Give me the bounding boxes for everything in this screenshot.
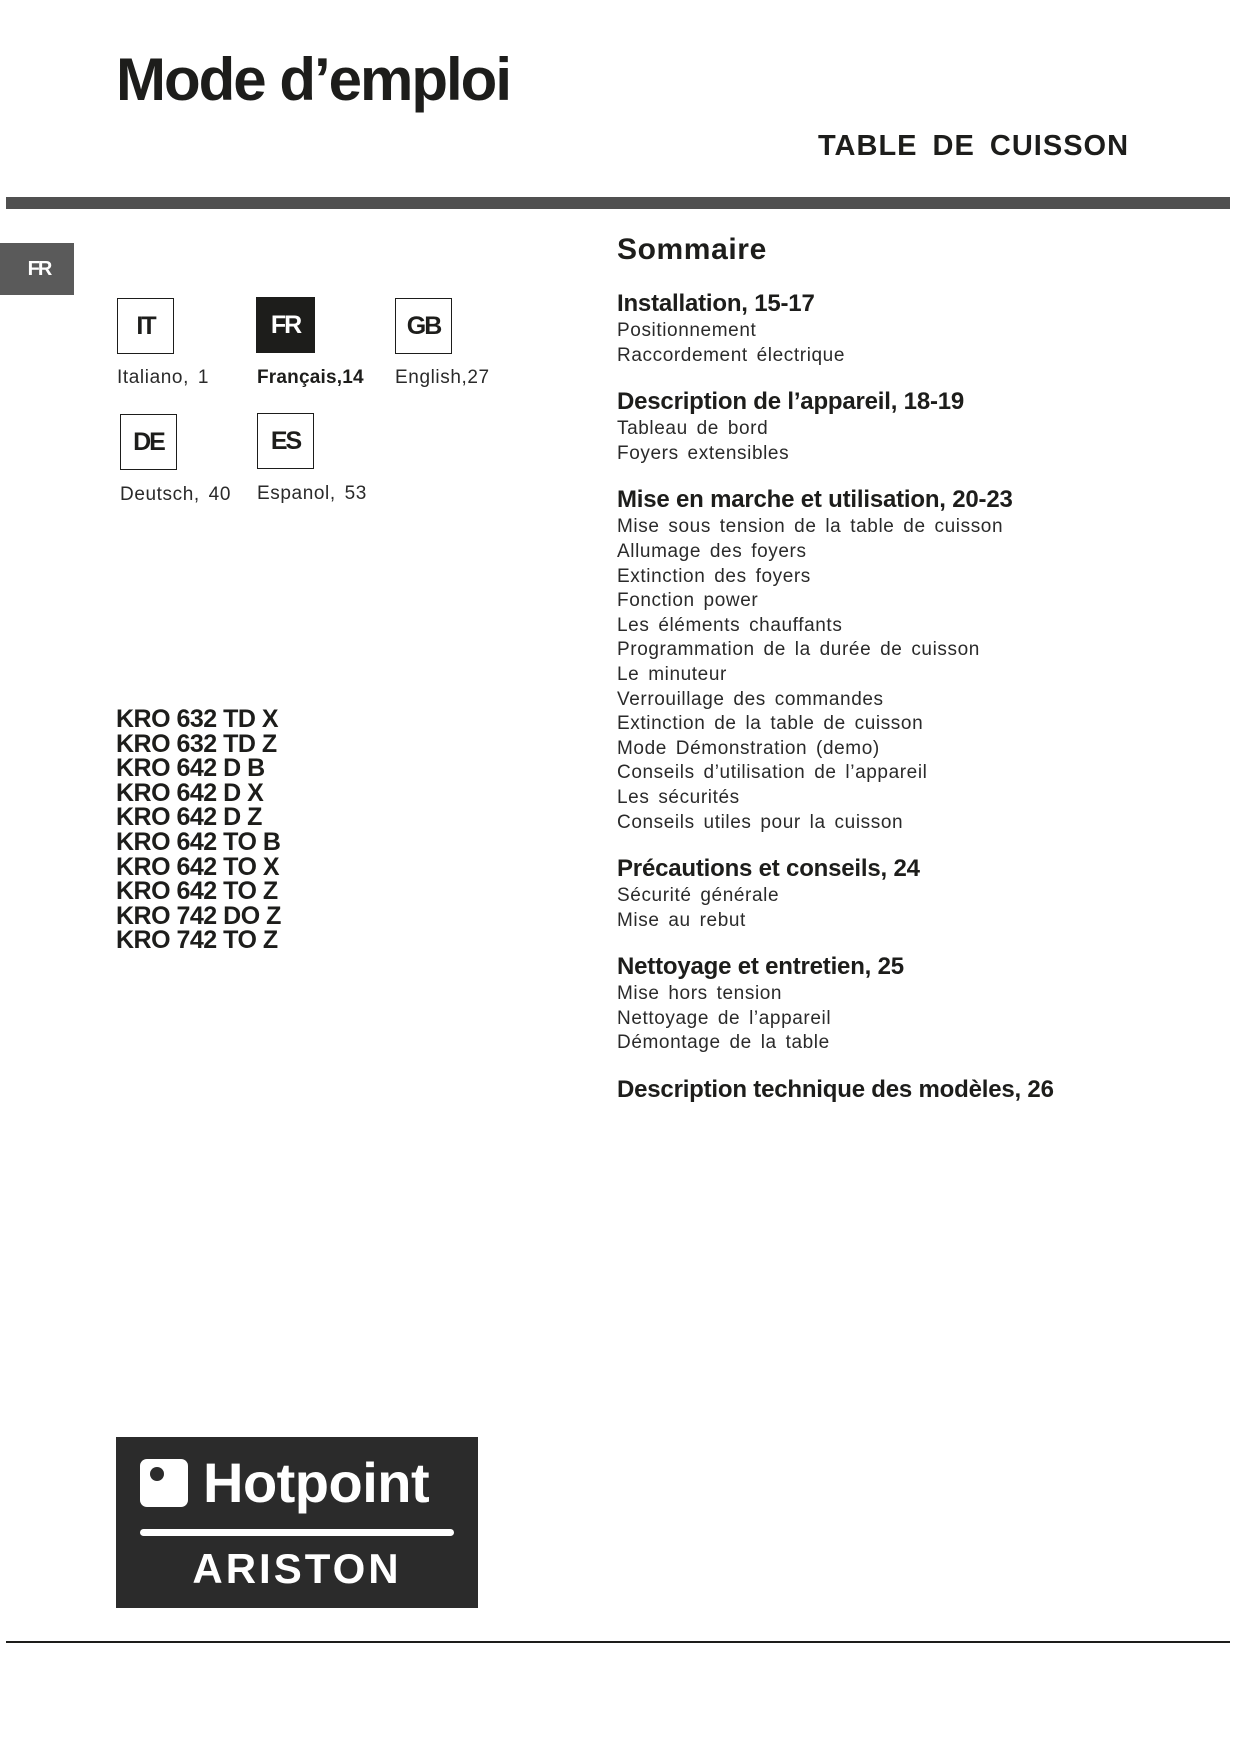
toc-item[interactable]: Conseils d’utilisation de l’appareil	[617, 762, 928, 784]
toc-item[interactable]: Fonction power	[617, 590, 759, 612]
toc-item[interactable]: Mode Démonstration (demo)	[617, 737, 880, 759]
toc-section-precautions	[617, 853, 1217, 933]
document-title: Mode d’emploi	[116, 46, 510, 113]
toc-heading[interactable]: Nettoyage et entretien, 25	[617, 953, 904, 981]
toc-heading[interactable]: Précautions et conseils, 24	[617, 855, 920, 883]
language-side-tab	[0, 243, 74, 295]
model-item: KRO 642 TO B	[116, 827, 281, 856]
toc-item[interactable]: Verrouillage des commandes	[617, 688, 884, 710]
lang-box-es[interactable]: ES	[257, 413, 314, 469]
toc-item[interactable]: Tableau de bord	[617, 418, 769, 440]
lang-box-fr[interactable]: FR	[256, 297, 315, 353]
toc-item[interactable]: Extinction des foyers	[617, 565, 811, 587]
side-tab-label: FR	[27, 257, 51, 280]
toc-item[interactable]: Mise hors tension	[617, 983, 783, 1005]
toc-item[interactable]: Conseils utiles pour la cuisson	[617, 811, 904, 833]
lang-label-fr[interactable]: Français,14	[257, 367, 364, 388]
hotpoint-ariston-logo	[116, 1437, 478, 1608]
footer-rule	[6, 1641, 1230, 1643]
lang-label-gb[interactable]: English,27	[395, 367, 490, 388]
model-item: KRO 742 DO Z	[116, 901, 281, 930]
toc-section-installation	[617, 288, 1217, 368]
toc-heading[interactable]: Installation, 15-17	[617, 290, 815, 317]
lang-box-de[interactable]: DE	[120, 414, 177, 470]
toc-item[interactable]: Les sécurités	[617, 786, 740, 808]
toc-item[interactable]: Le minuteur	[617, 663, 727, 685]
toc-section-description	[617, 386, 1217, 466]
toc-item[interactable]: Programmation de la durée de cuisson	[617, 639, 980, 661]
lang-box-it[interactable]: IT	[117, 298, 174, 354]
toc-section-cleaning	[617, 951, 1217, 1056]
toc-item[interactable]: Sécurité générale	[617, 885, 780, 907]
toc-section-usage	[617, 484, 1217, 835]
logo-divider	[140, 1529, 454, 1536]
toc-item[interactable]: Extinction de la table de cuisson	[617, 713, 924, 735]
logo-sub-text: ARISTON	[192, 1545, 402, 1592]
model-list	[116, 707, 281, 953]
toc-item[interactable]: Mise au rebut	[617, 909, 746, 931]
header-rule	[6, 197, 1230, 209]
toc-title: Sommaire	[617, 233, 767, 266]
toc-item[interactable]: Positionnement	[617, 320, 757, 341]
model-item: KRO 642 TO X	[116, 852, 280, 881]
toc-item[interactable]: Démontage de la table	[617, 1032, 830, 1054]
toc-item[interactable]: Les éléments chauffants	[617, 614, 843, 636]
model-item: KRO 642 D Z	[116, 803, 262, 832]
toc-item[interactable]: Allumage des foyers	[617, 540, 807, 562]
toc-heading[interactable]: Mise en marche et utilisation, 20-23	[617, 486, 1013, 514]
toc-item[interactable]: Raccordement électrique	[617, 344, 846, 366]
lang-box-gb[interactable]: GB	[395, 298, 452, 354]
toc-heading[interactable]: Description technique des modèles, 26	[617, 1076, 1054, 1104]
table-of-contents	[617, 230, 1217, 1123]
model-item: KRO 632 TD X	[116, 705, 279, 733]
lang-label-es[interactable]: Espanol, 53	[257, 483, 367, 504]
product-type: TABLE DE CUISSON	[818, 130, 1130, 162]
model-item: KRO 632 TD Z	[116, 729, 277, 758]
logo-brand-text: Hotpoint	[203, 1451, 430, 1514]
toc-item[interactable]: Foyers extensibles	[617, 442, 790, 464]
model-item: KRO 642 TO Z	[116, 877, 278, 906]
toc-item[interactable]: Nettoyage de l’appareil	[617, 1007, 832, 1029]
model-item: KRO 642 D X	[116, 778, 264, 807]
model-item: KRO 642 D B	[116, 754, 265, 783]
lang-label-it[interactable]: Italiano, 1	[117, 367, 209, 388]
toc-heading[interactable]: Description de l’appareil, 18-19	[617, 388, 965, 416]
model-item: KRO 742 TO Z	[116, 926, 278, 955]
lang-label-de[interactable]: Deutsch, 40	[120, 484, 231, 505]
toc-section-technical	[617, 1074, 1217, 1105]
toc-item[interactable]: Mise sous tension de la table de cuisson	[617, 516, 1004, 538]
hotpoint-logo-icon	[140, 1459, 188, 1507]
